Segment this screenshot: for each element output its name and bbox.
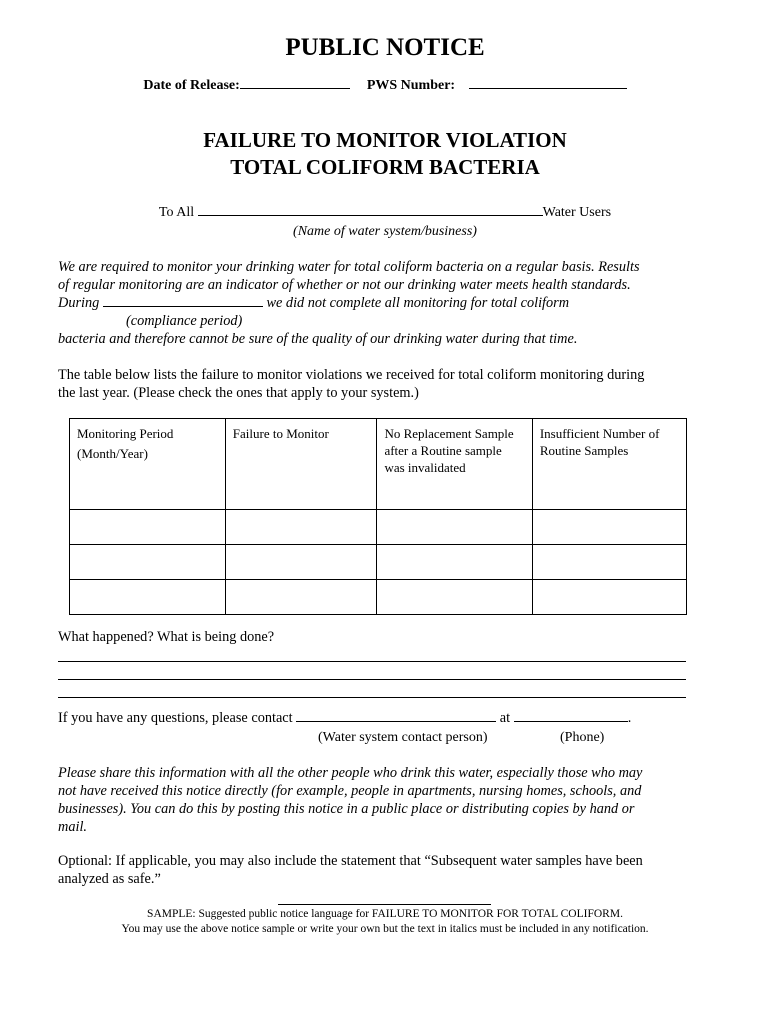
intro-line-4: bacteria and therefore cannot be sure of the quality of our drinking water during that time. bbox=[58, 331, 578, 347]
contact-person-blank[interactable] bbox=[296, 720, 496, 722]
table-cell[interactable] bbox=[225, 510, 377, 545]
header-insufficient-samples bbox=[532, 419, 686, 510]
share-line-1: Please share this information with all the other people who drink this water, especially those who may bbox=[58, 765, 643, 781]
table-cell[interactable] bbox=[532, 545, 686, 580]
page-title: PUBLIC NOTICE bbox=[285, 34, 485, 61]
table-cell[interactable] bbox=[532, 510, 686, 545]
header-text: Insufficient Number of bbox=[539, 426, 660, 441]
during-label: During bbox=[58, 295, 100, 311]
share-line-3: businesses). You can do this by posting this notice in a public place or distributing copies by hand or bbox=[58, 801, 635, 817]
table-cell[interactable] bbox=[377, 580, 532, 615]
contact-person-caption: (Water system contact person) bbox=[318, 730, 488, 745]
water-system-name-blank[interactable] bbox=[198, 214, 543, 216]
header-text: Monitoring Period bbox=[77, 426, 174, 441]
date-of-release-blank[interactable] bbox=[240, 87, 350, 89]
optional-paragraph bbox=[58, 852, 698, 888]
contact-period: . bbox=[627, 710, 632, 726]
table-cell[interactable] bbox=[377, 545, 532, 580]
date-of-release-label: Date of Release: bbox=[143, 78, 240, 93]
table-row bbox=[70, 580, 687, 615]
table-row bbox=[70, 510, 687, 545]
intro-line-1: We are required to monitor your drinking water for total coliform bacteria on a regular basis. Results bbox=[58, 259, 640, 275]
what-happened-line-1[interactable] bbox=[58, 661, 686, 662]
header-text: Routine Samples bbox=[539, 443, 629, 458]
table-cell[interactable] bbox=[532, 580, 686, 615]
intro-paragraph bbox=[58, 258, 698, 348]
optional-line-1: Optional: If applicable, you may also include the statement that “Subsequent water samples have been bbox=[58, 853, 643, 869]
what-happened-line-extra bbox=[567, 697, 681, 698]
water-system-name-caption: (Name of water system/business) bbox=[293, 224, 477, 239]
header-text: No Replacement Sample bbox=[384, 426, 514, 441]
compliance-period-blank[interactable] bbox=[103, 305, 263, 307]
table-cell[interactable] bbox=[377, 510, 532, 545]
footer-line-1: SAMPLE: Suggested public notice language for FAILURE TO MONITOR FOR TOTAL COLIFORM. bbox=[147, 908, 623, 920]
table-intro-line-2: the last year. (Please check the ones that apply to your system.) bbox=[58, 385, 419, 401]
header-monitoring-period bbox=[70, 419, 226, 510]
table-header-row bbox=[70, 419, 687, 510]
header-text: was invalidated bbox=[384, 460, 466, 475]
header-text: Failure to Monitor bbox=[232, 426, 329, 441]
contact-line bbox=[58, 709, 698, 727]
footer-line-2: You may use the above notice sample or write your own but the text in italics must be included in any notification. bbox=[121, 923, 649, 935]
share-line-4: mail. bbox=[58, 819, 87, 835]
table-cell[interactable] bbox=[225, 545, 377, 580]
monitoring-violations-table bbox=[69, 418, 687, 615]
table-cell[interactable] bbox=[225, 580, 377, 615]
intro-line-2: of regular monitoring are an indicator of whether or not our drinking water meets health standards. bbox=[58, 277, 631, 293]
table-intro-line-1: The table below lists the failure to monitor violations we received for total coliform monitoring during bbox=[58, 367, 645, 383]
table-row bbox=[70, 545, 687, 580]
recipient-line bbox=[0, 204, 770, 222]
footer-divider bbox=[278, 904, 491, 905]
table-cell[interactable] bbox=[70, 545, 226, 580]
water-users-label: Water Users bbox=[542, 205, 612, 220]
violation-heading-line1: FAILURE TO MONITOR VIOLATION bbox=[203, 128, 567, 152]
pws-number-label: PWS Number: bbox=[366, 78, 456, 93]
to-all-label: To All bbox=[158, 205, 195, 220]
release-info-line bbox=[0, 78, 770, 94]
table-cell[interactable] bbox=[70, 510, 226, 545]
table-intro-paragraph bbox=[58, 366, 698, 402]
header-text: (Month/Year) bbox=[77, 446, 148, 461]
intro-line-3-rest: we did not complete all monitoring for total coliform bbox=[266, 295, 570, 311]
contact-text: If you have any questions, please contact bbox=[58, 710, 293, 726]
contact-at: at bbox=[499, 710, 511, 726]
share-paragraph bbox=[58, 764, 698, 836]
what-happened-line-2[interactable] bbox=[58, 679, 686, 680]
header-failure-to-monitor bbox=[225, 419, 377, 510]
compliance-period-caption: (compliance period) bbox=[126, 313, 243, 329]
pws-number-blank[interactable] bbox=[469, 87, 627, 89]
violation-heading-line2: TOTAL COLIFORM BACTERIA bbox=[230, 155, 540, 179]
intro-line-3 bbox=[58, 294, 698, 312]
header-text: after a Routine sample bbox=[384, 443, 502, 458]
share-line-2: not have received this notice directly (for example, people in apartments, nursing homes, schools, and bbox=[58, 783, 642, 799]
what-happened-label: What happened? What is being done? bbox=[58, 629, 275, 645]
table-cell[interactable] bbox=[70, 580, 226, 615]
optional-line-2: analyzed as safe.” bbox=[58, 871, 161, 887]
header-no-replacement-sample bbox=[377, 419, 532, 510]
contact-phone-blank[interactable] bbox=[514, 720, 628, 722]
phone-caption: (Phone) bbox=[560, 730, 605, 745]
